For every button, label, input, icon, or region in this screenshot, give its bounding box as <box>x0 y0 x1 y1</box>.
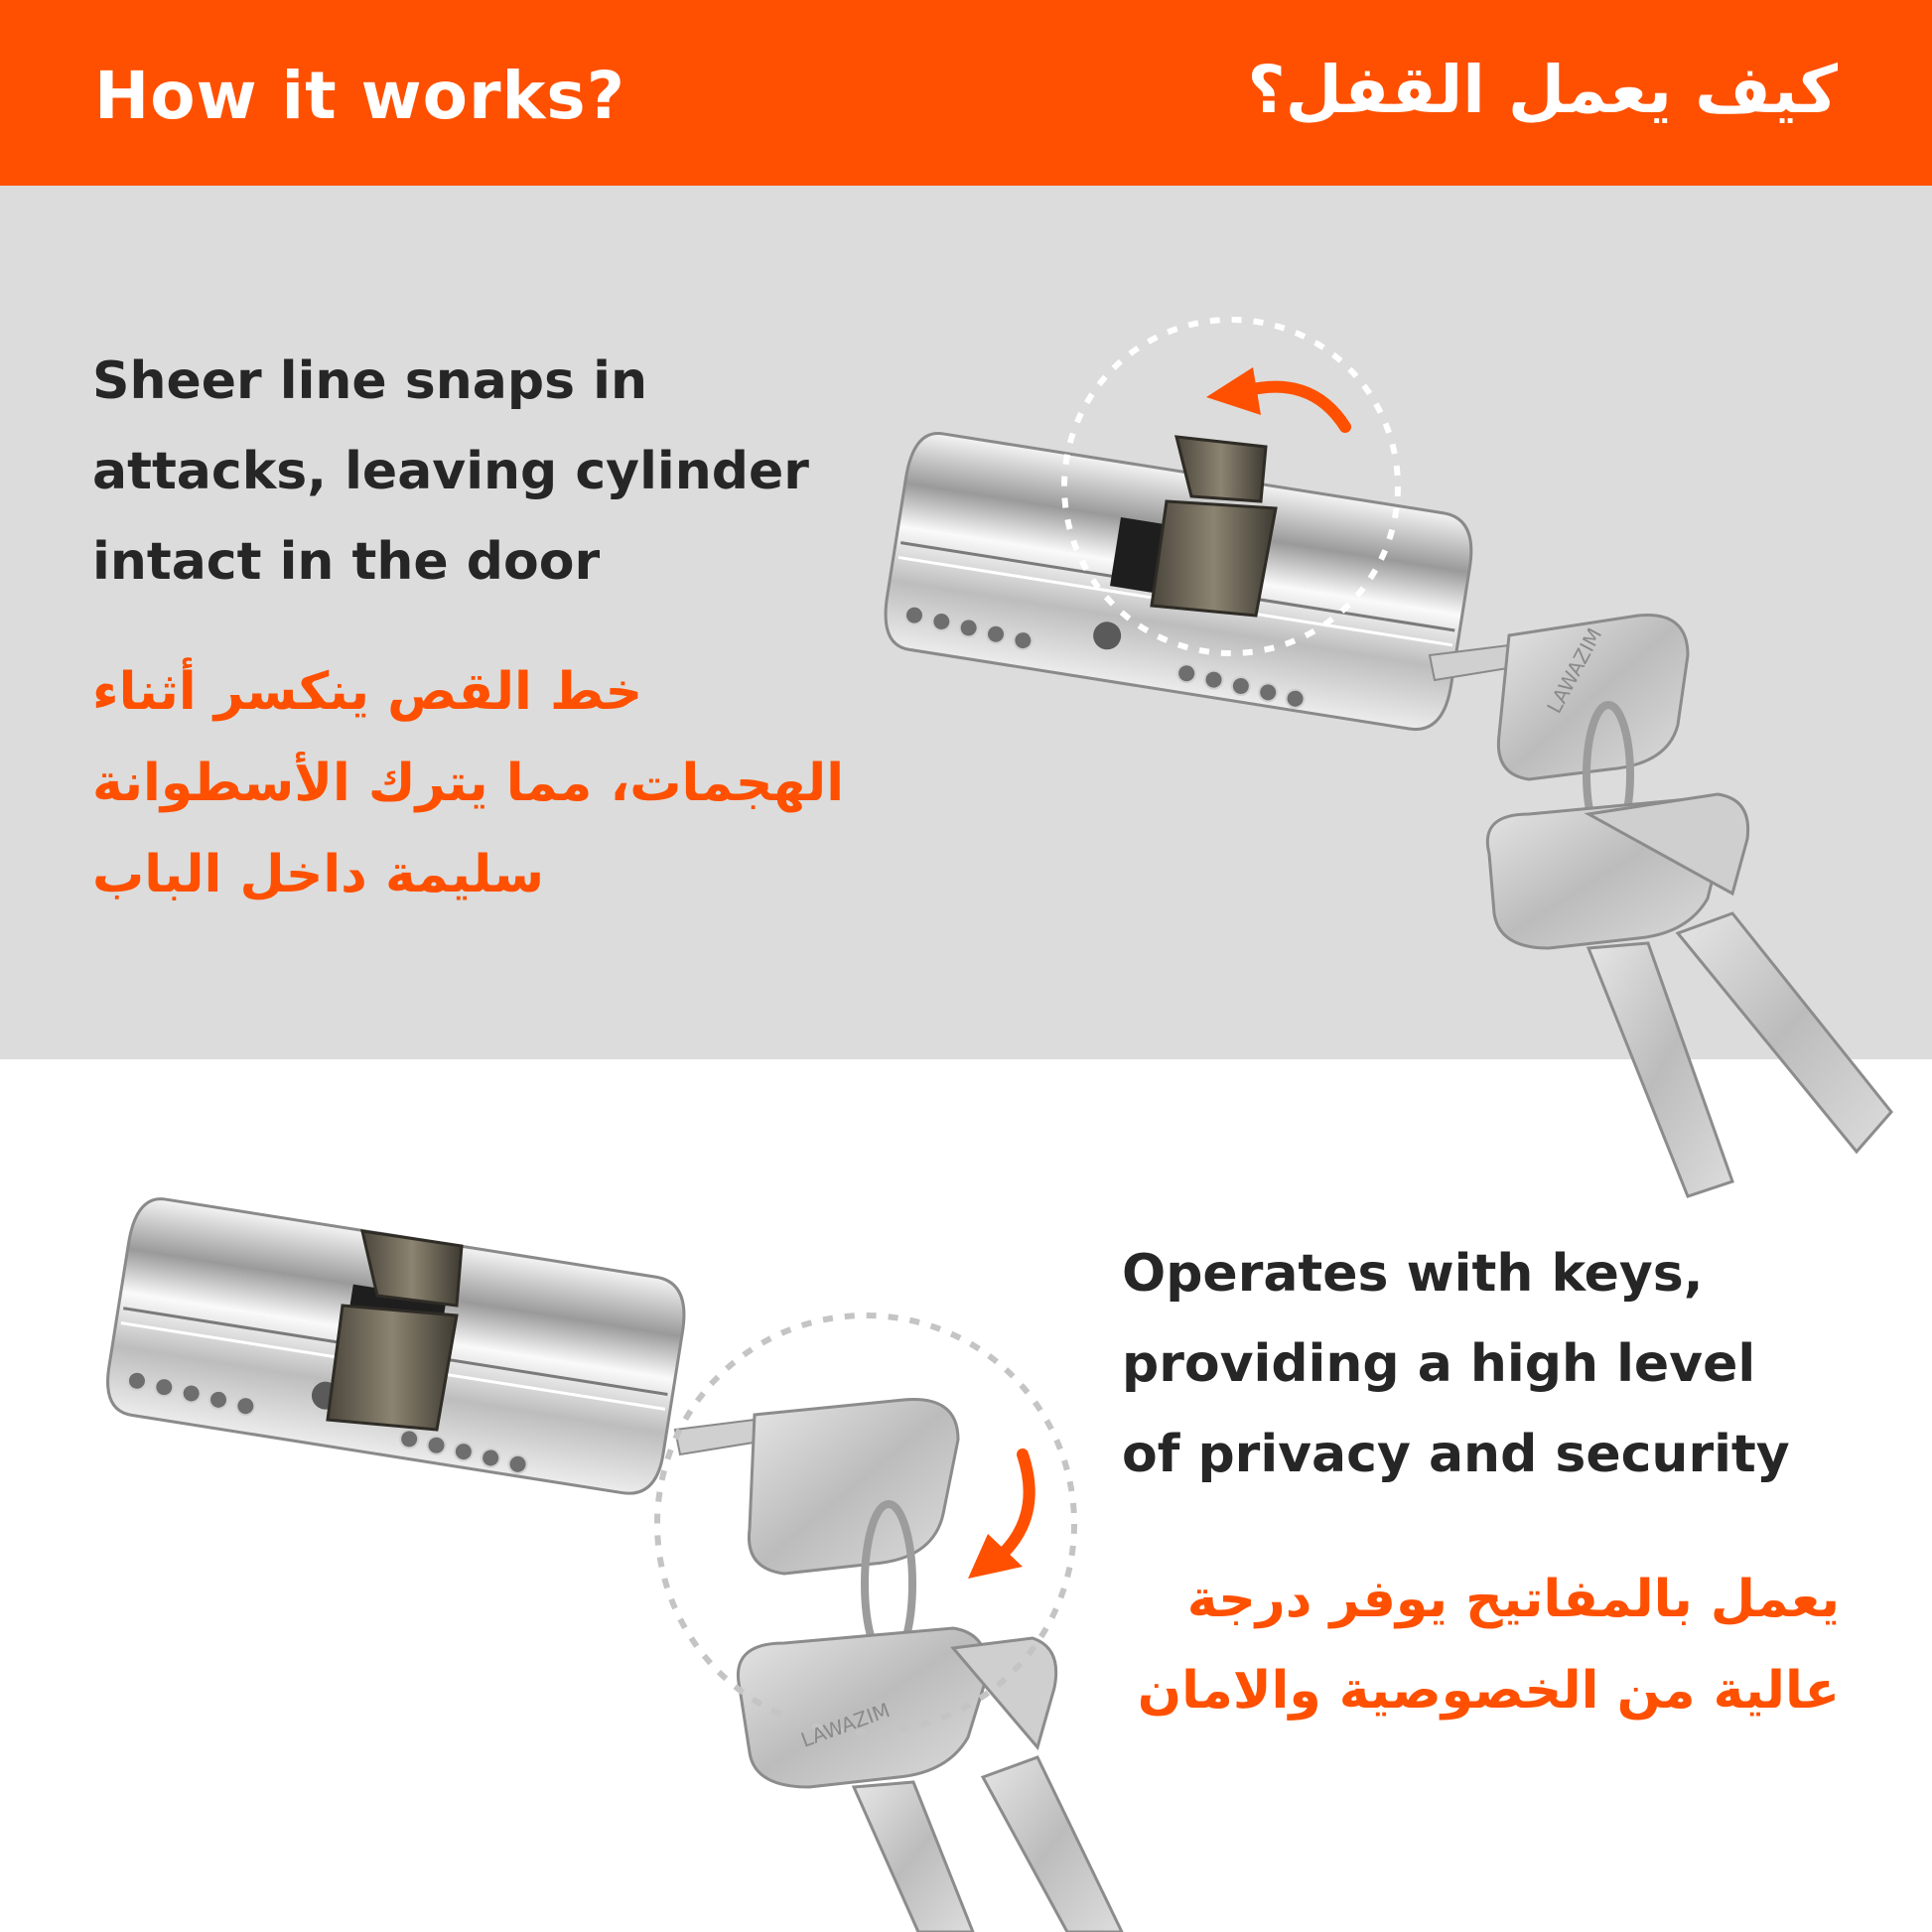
text-line: سليمة داخل الباب <box>92 845 544 904</box>
title-english: How it works? <box>94 58 626 134</box>
section1-english-text <box>92 337 926 608</box>
section1-arabic-text <box>92 646 847 920</box>
key-brand-label: LAWAZIM <box>1542 623 1607 718</box>
text-line: of privacy and security <box>1122 1425 1790 1484</box>
curved-arrow-left-icon <box>1206 367 1345 427</box>
title-arabic: كيف يعمل القفل؟ <box>1247 52 1838 128</box>
text-line: يعمل بالمفاتيح يوفر درجة <box>1186 1570 1840 1629</box>
curved-arrow-down-icon <box>968 1454 1030 1579</box>
text-line: Operates with keys, <box>1122 1244 1704 1304</box>
section2-arabic-text <box>1045 1554 1840 1736</box>
text-line: intact in the door <box>92 532 601 592</box>
text-line: Sheer line snaps in <box>92 351 647 411</box>
text-line: خط القص ينكسر أثناء <box>92 662 643 722</box>
lock-cylinder-icon <box>880 429 1891 1196</box>
lock-cylinder-icon <box>102 1194 1122 1932</box>
key-brand-label: LAWAZIM <box>797 1698 894 1752</box>
text-line: attacks, leaving cylinder <box>92 442 809 501</box>
text-line: الهجمات، مما يترك الأسطوانة <box>92 754 845 813</box>
text-line: providing a high level <box>1122 1334 1756 1394</box>
text-line: عالية من الخصوصية والامان <box>1137 1661 1840 1721</box>
section2-english-text <box>1122 1229 1916 1500</box>
